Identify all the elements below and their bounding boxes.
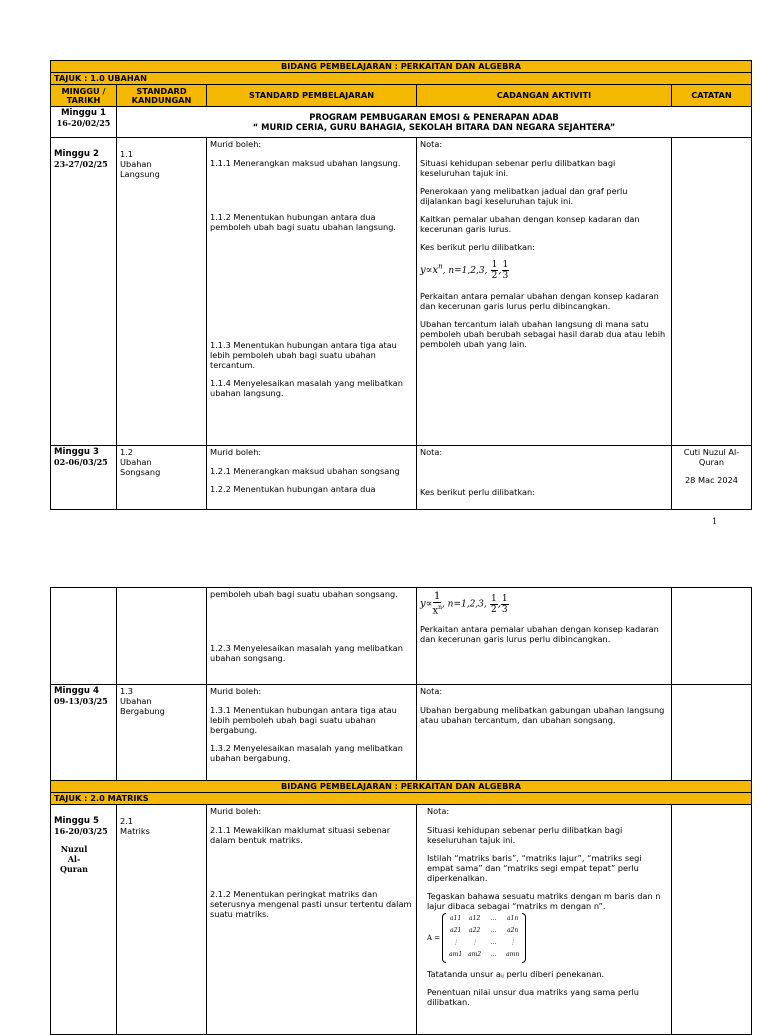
program-title: PROGRAM PEMBUGARAN EMOSI & PENERAPAN ADAB [309,112,559,122]
learning-standard-1-2-2-cont: pemboleh ubah bagi suatu ubahan songsang. [210,589,398,599]
matrix-element: … [490,951,497,958]
activity-text: Perkaitan antara pemalar ubahan dengan konsep kadaran dan kecerunan garis lurus perlu dibincangkan. [420,624,659,645]
week-label: Minggu 5 [54,816,100,826]
holiday-label: Nuzul Al-Quran [60,844,88,874]
matrix-element: … [490,915,497,922]
matrix-element: ⋮ [471,939,478,946]
week-date: 02-06/03/25 [54,457,108,467]
matrix-element: … [490,927,497,934]
table-row-week2 [51,138,752,446]
topic-title: TAJUK : 1.0 UBAHAN [51,73,752,85]
activity-text: Kes berikut perlu dilibatkan: [420,487,535,497]
learning-standard-2-1-1: 2.1.1 Mewakilkan maklumat situasi sebenar dalam bentuk matriks. [210,825,391,845]
page1-table [50,60,752,510]
header-activity: CADANGAN AKTIVITI [417,85,672,107]
week-date: 23-27/02/25 [54,159,108,169]
table-row-week1 [51,107,752,138]
matrix-element: ⋮ [509,939,516,946]
header-notes: CATATAN [672,85,752,107]
week-date: 16-20/03/25 [54,826,108,836]
matrix-element: a12 [469,915,481,922]
nota-label: Nota: [427,806,450,816]
week-date: 09-13/03/25 [54,696,108,706]
activity-text: Ubahan tercantum ialah ubahan langsung di mana satu pemboleh ubah berubah sebagai hasil darab dua atau lebih pemboleh ubah yang lain. [420,319,666,349]
page-number: 1 [712,517,718,526]
matrix-element: a2n [507,927,519,934]
learning-standard-1-1-1: 1.1.1 Menerangkan maksud ubahan langsung. [210,158,401,168]
content-standard-name: Ubahan Songsang [120,457,161,477]
page2-table [50,587,752,1035]
learning-standard-2-1-2: 2.1.2 Menentukan peringkat matriks dan seterusnya mengenal pasti unsur tertentu dalam suatu matriks. [210,889,412,919]
content-standard-name: Ubahan Bergabung [120,696,165,716]
week-label: Minggu 3 [54,447,100,457]
content-standard-name: Ubahan Langsung [120,159,160,179]
table-row-week3-continued [51,588,752,685]
activity-text: Istilah “matriks baris”, “matriks lajur”, “matriks segi empat sama” dan “matriks segi empat tepat” perlu diperkenalkan. [427,853,642,883]
matrix-element: a11 [450,915,462,922]
holiday-note: Cuti Nuzul Al-Quran [683,447,740,467]
table-row-week5 [51,805,752,1035]
activity-text: Situasi kehidupan sebenar perlu dilibatkan bagi keseluruhan tajuk ini. [427,825,623,845]
murid-boleh: Murid boleh: [210,139,262,149]
content-standard-name: Matriks [120,826,150,836]
table-row-week3 [51,446,752,510]
matrix-element: am2 [468,951,482,958]
matrix-element: a22 [469,927,481,934]
learning-standard-1-2-1: 1.2.1 Menerangkan maksud ubahan songsang [210,466,400,476]
content-standard-number: 2.1 [120,816,134,826]
activity-text: Ubahan bergabung melibatkan gabungan ubahan langsung atau ubahan tercantum, dan ubahan songsang. [420,705,665,725]
matrix-element: … [490,939,497,946]
learning-area-title: BIDANG PEMBELAJARAN : PERKAITAN DAN ALGEBRA [51,781,752,793]
matrix-diagram: A = a11 a12 … a1n a21 a22 … a2n ⋮ ⋮ … ⋮ am1 am2 … amn [427,913,668,963]
matrix-element: a1n [507,915,519,922]
content-standard-number: 1.3 [120,686,134,696]
learning-standard-1-1-3: 1.1.3 Menentukan hubungan antara tiga atau lebih pemboleh ubah bagi suatu ubahan tercantum. [210,340,397,370]
learning-standard-1-2-3: 1.2.3 Menyelesaikan masalah yang melibatkan ubahan songsang. [210,643,403,663]
inverse-variation-formula: y∝ $\frac{1}{x^n}$ , n=1,2,3, $\frac{1}{2}$ , $\frac{1}{3}$ [420,591,508,617]
nota-label: Nota: [420,447,443,457]
matrix-element: a21 [450,927,462,934]
week-label: Minggu 1 [60,108,106,118]
activity-text: Penentuan nilai unsur dua matriks yang sama perlu dilibatkan. [427,987,639,1007]
learning-standard-1-1-2: 1.1.2 Menentukan hubungan antara dua pemboleh ubah bagi suatu ubahan langsung. [210,212,397,232]
activity-text: Situasi kehidupan sebenar perlu dilibatkan bagi keseluruhan tajuk ini. [420,158,616,178]
header-week: MINGGU / TARIKH [51,85,117,107]
topic-title: TAJUK : 2.0 MATRIKS [51,793,752,805]
header-content-standard: STANDARD KANDUNGAN [117,85,207,107]
learning-standard-1-1-4: 1.1.4 Menyelesaikan masalah yang melibatkan ubahan langsung. [210,378,403,398]
content-standard-number: 1.2 [120,447,134,457]
matrix-element: ⋮ [452,939,459,946]
holiday-date: 28 Mac 2024 [684,475,739,485]
learning-standard-1-2-2: 1.2.2 Menentukan hubungan antara dua [210,484,376,494]
murid-boleh: Murid boleh: [210,806,262,816]
week-date: 16-20/02/25 [56,118,111,128]
content-standard-number: 1.1 [120,149,134,159]
program-motto: “ MURID CERIA, GURU BAHAGIA, SEKOLAH BITARA DAN NEGARA SEJAHTERA” [252,122,616,132]
activity-text: Perkaitan antara pemalar ubahan dengan konsep kadaran dan kecerunan garis lurus perlu dibincangkan. [420,291,659,311]
learning-standard-1-3-2: 1.3.2 Menyelesaikan masalah yang melibatkan ubahan bergabung. [210,743,403,763]
week-label: Minggu 4 [54,686,100,696]
table-row-week4 [51,685,752,781]
nota-label: Nota: [420,139,443,149]
header-learning-standard: STANDARD PEMBELAJARAN [207,85,417,107]
murid-boleh: Murid boleh: [210,447,262,457]
activity-text: Kes berikut perlu dilibatkan: [420,242,535,252]
learning-standard-1-3-1: 1.3.1 Menentukan hubungan antara tiga atau lebih pemboleh ubah bagi suatu ubahan bergabung. [210,705,397,735]
matrix-element: amn [506,951,520,958]
activity-text: Tatatanda unsur aᵢⱼ perlu diberi penekanan. [427,969,605,979]
nota-label: Nota: [420,686,443,696]
activity-text: Tegaskan bahawa sesuatu matriks dengan m baris dan n lajur dibaca sebagai “matriks m dengan n”. [427,891,661,911]
matrix-element: am1 [449,951,463,958]
activity-text: Kaitkan pemalar ubahan dengan konsep kadaran dan kecerunan garis lurus. [420,214,640,234]
murid-boleh: Murid boleh: [210,686,262,696]
activity-text: Penerokaan yang melibatkan jadual dan graf perlu dijalankan bagi keseluruhan tajuk ini. [420,186,628,206]
week-label: Minggu 2 [54,149,100,159]
learning-area-title: BIDANG PEMBELAJARAN : PERKAITAN DAN ALGEBRA [51,61,752,73]
direct-variation-formula: $y\propto x^n$, n=1,2,3, $\frac{1}{2}$ , $\frac{1}{3}$ [420,260,509,281]
